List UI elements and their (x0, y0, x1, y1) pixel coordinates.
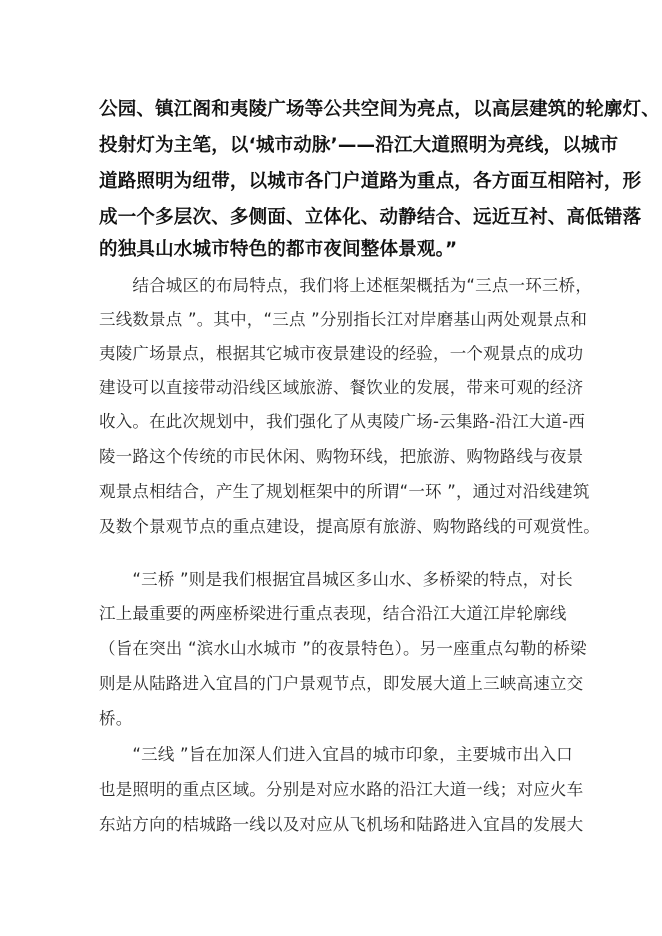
text-line: 则是从陆路进入宜昌的门户景观节点，即发展大道上三峡高速立交 (99, 674, 584, 693)
text-line: 东站方向的桔城路一线以及对应从飞机场和陆路进入宜昌的发展大 (99, 815, 584, 834)
text-line: 投射灯为主笔，以‘城市动脉’——沿江大道照明为亮线，以城市 (99, 135, 619, 156)
text-line: 江上最重要的两座桥梁进行重点表现，结合沿江大道江岸轮廓线 (99, 604, 567, 623)
text-line: “三线 ”旨在加深人们进入宜昌的城市印象，主要城市出入口 (99, 745, 573, 764)
text-line: 也是照明的重点区域。分别是对应水路的沿江大道一线；对应火车 (99, 780, 584, 799)
text-line: 三线数景点 ”。其中，“三点 ”分别指长江对岸磨基山两处观景点和 (99, 310, 588, 329)
text-line: 陵一路这个传统的市民休闲、购物环线，把旅游、购物路线与夜景 (99, 447, 584, 466)
text-line: （旨在突出 “滨水山水城市 ”的夜景特色）。另一座重点勾勒的桥梁 (99, 639, 587, 658)
text-line: 桥。 (99, 709, 133, 728)
text-line: 夷陵广场景点，根据其它城市夜景建设的经验，一个观景点的成功 (99, 344, 584, 363)
text-line: 公园、镇江阁和夷陵广场等公共空间为亮点，以高层建筑的轮廓灯、 (99, 99, 661, 120)
text-line: 观景点相结合，产生了规划框架中的所谓“一环 ”，通过对沿线建筑 (99, 482, 590, 501)
text-line: “三桥 ”则是我们根据宜昌城区多山水、多桥梁的特点，对长 (99, 570, 573, 589)
text-line: 成一个多层次、多侧面、立体化、动静结合、远近互衬、高低错落 (99, 207, 642, 228)
text-line: 建设可以直接带动沿线区域旅游、餐饮业的发展，带来可观的经济 (99, 378, 584, 397)
text-line: 道路照明为纽带，以城市各门户道路为重点，各方面互相陪衬，形 (99, 171, 642, 192)
text-line: 的独具山水城市特色的都市夜间整体景观。” (99, 239, 458, 260)
text-line: 结合城区的布局特点，我们将上述框架概括为“三点一环三桥， (99, 276, 593, 295)
text-line: 收入。在此次规划中，我们强化了从夷陵广场-云集路-沿江大道-西 (99, 412, 586, 431)
text-line: 及数个景观节点的重点建设，提高原有旅游、购物路线的可观赏性。 (99, 517, 600, 536)
